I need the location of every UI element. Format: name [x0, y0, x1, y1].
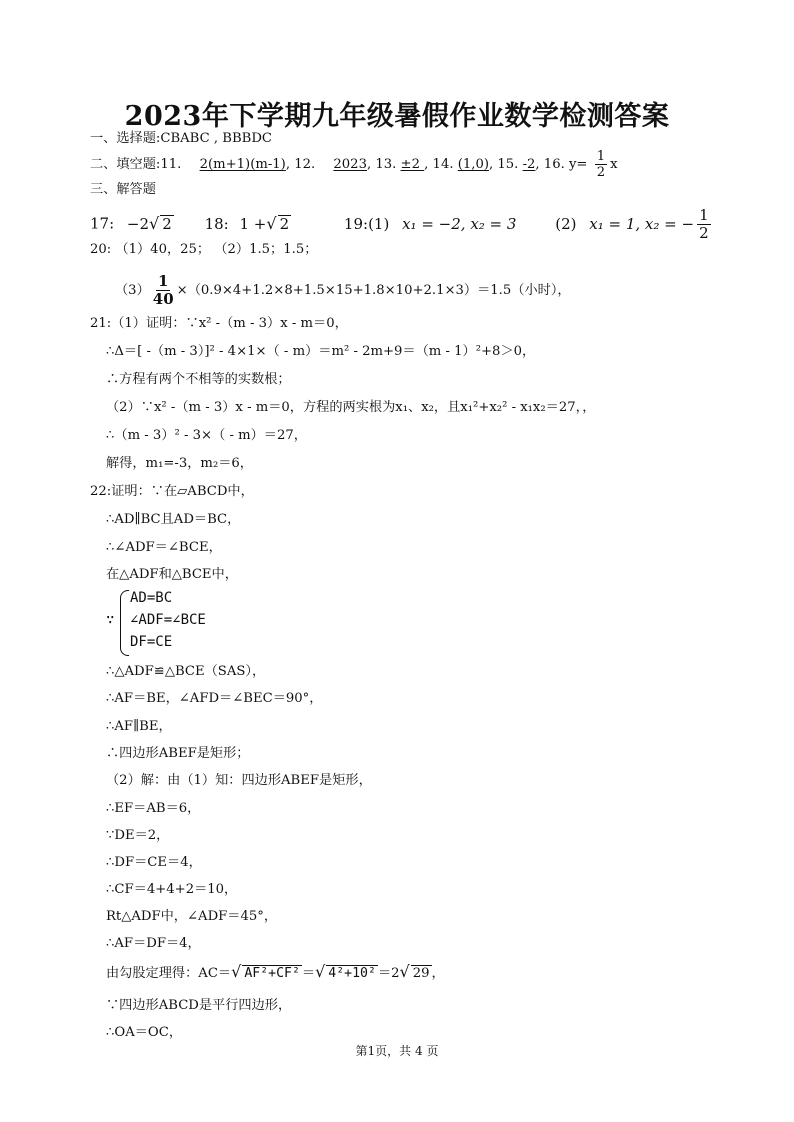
- label-14: , 14.: [424, 157, 454, 173]
- pythagoras-line: 由勾股定理得：AC＝√ AF²+CF² ＝√ 4²+10² ＝2√ 29 ，: [106, 962, 445, 981]
- answer-12: 2023: [333, 157, 367, 173]
- condition-2: ∠ADF=∠BCE: [130, 612, 206, 628]
- condition-1: AD=BC: [130, 590, 173, 606]
- q19-label: 19:(1): [343, 214, 390, 233]
- answer-16-fraction: $\frac{1}{2}$: [596, 149, 606, 181]
- equals-1: ＝: [301, 966, 316, 981]
- page-footer: 第1页，共 4 页: [355, 1044, 439, 1058]
- q22-line2: ∴AD∥BC且AD＝BC，: [106, 512, 241, 527]
- q21-line2: ∴Δ＝[ -（m - 3）]² - 4×1×（ - m）＝m² - 2m+9＝（m - 1）²+8＞0，: [106, 344, 536, 359]
- q18-answer: 1 +√ 2: [239, 213, 290, 233]
- left-brace: [120, 590, 129, 656]
- fill-answers: [90, 150, 618, 179]
- q17-label: 17:: [90, 214, 115, 233]
- label-12: , 12.: [285, 157, 316, 173]
- q22-line14: Rt△ADF中，∠ADF＝45°，: [106, 909, 278, 924]
- q18-label: 18:: [204, 214, 229, 233]
- radical-2: 4²+10²: [328, 966, 376, 981]
- q22-line1: 22:证明：∵在▱ABCD中，: [90, 484, 254, 499]
- pythagoras-tail: ，: [431, 966, 445, 981]
- answer-11: 2(m+1)(m-1): [199, 157, 286, 173]
- q22-line9: （2）解：由（1）知：四边形ABEF是矩形，: [106, 773, 372, 788]
- q22-line16: ∵四边形ABCD是平行四边形，: [106, 998, 292, 1013]
- q22-line10: ∴EF＝AB＝6，: [106, 801, 201, 816]
- q22-line15: ∴AF＝DF＝4，: [106, 936, 201, 951]
- q19-part2-fraction: $\frac{1}{2}$: [699, 206, 709, 242]
- section-heading-3: 三、解答题: [90, 182, 156, 197]
- q22-line8: ∴四边形ABEF是矩形；: [106, 746, 250, 761]
- label-15: , 15.: [489, 157, 519, 173]
- radical-1: AF²+CF²: [244, 966, 300, 981]
- answer-16-tail: x: [610, 157, 618, 173]
- q19-part2-label: (2): [555, 214, 577, 233]
- equals-2: ＝2: [377, 966, 400, 981]
- q22-line13: ∴CF＝4+4+2＝10，: [106, 882, 238, 897]
- q22-line11: ∵DE＝2，: [106, 828, 170, 843]
- q22-line3: ∴∠ADF＝∠BCE，: [106, 540, 222, 555]
- q20-part3-label: （3）: [115, 283, 150, 298]
- q22-line7: ∴AF∥BE，: [106, 719, 172, 734]
- q21-line3: ∴方程有两个不相等的实数根；: [106, 372, 291, 387]
- q17-answer: −2√ 2: [126, 213, 172, 233]
- q20-fraction: $\frac{1}{40}$: [152, 272, 174, 308]
- answer-15: -2: [522, 157, 536, 173]
- label-13: , 13.: [366, 157, 397, 173]
- q19-part1-answer: x₁ = −2, x₂ = 3: [402, 214, 517, 233]
- fill-label: 二、填空题:11.: [90, 157, 182, 173]
- q19-part2-answer: x₁ = 1, x₂ = −: [589, 214, 695, 233]
- pythagoras-label: 由勾股定理得：AC＝: [106, 966, 232, 981]
- label-16: , 16. y=: [535, 157, 588, 173]
- q22-line17: ∴OA＝OC，: [106, 1025, 183, 1040]
- choice-answers: 一、选择题:CBABC , BBBDC: [90, 131, 273, 146]
- q22-line12: ∴DF＝CE＝4，: [106, 855, 202, 870]
- q22-line4: 在△ADF和△BCE中，: [106, 567, 238, 582]
- q20-line2: [115, 274, 571, 307]
- q17-19-line: [90, 208, 714, 241]
- answer-14: (1,0): [457, 157, 489, 173]
- page-title: 2023年下学期九年级暑假作业数学检测答案: [124, 101, 670, 132]
- q21-line1: 21:（1）证明：∵x² -（m - 3）x - m＝0，: [90, 316, 348, 331]
- answer-13: ±2: [400, 157, 425, 173]
- radical-3: 29: [412, 966, 430, 981]
- q21-line6: 解得，m₁=-3，m₂＝6，: [106, 456, 253, 471]
- condition-3: DF=CE: [130, 634, 173, 650]
- q21-line5: ∴（m - 3）² - 3×（ - m）＝27，: [106, 428, 307, 443]
- q21-line4: （2）∵x² -（m - 3）x - m＝0，方程的两实根为x₁、x₂，且x₁²+x₂² - x₁x₂＝27，，: [106, 400, 596, 415]
- q22-line5: ∴△ADF≌△BCE（SAS），: [106, 664, 266, 679]
- q20-line1: 20: （1）40，25； （2）1.5；1.5；: [90, 242, 318, 257]
- q22-line6: ∴AF＝BE，∠AFD＝∠BEC＝90°，: [106, 691, 323, 706]
- because-symbol: ∵: [106, 612, 115, 628]
- q20-expression: ×（0.9×4+1.2×8+1.5×15+1.8×10+2.1×3）＝1.5（小时），: [176, 283, 571, 298]
